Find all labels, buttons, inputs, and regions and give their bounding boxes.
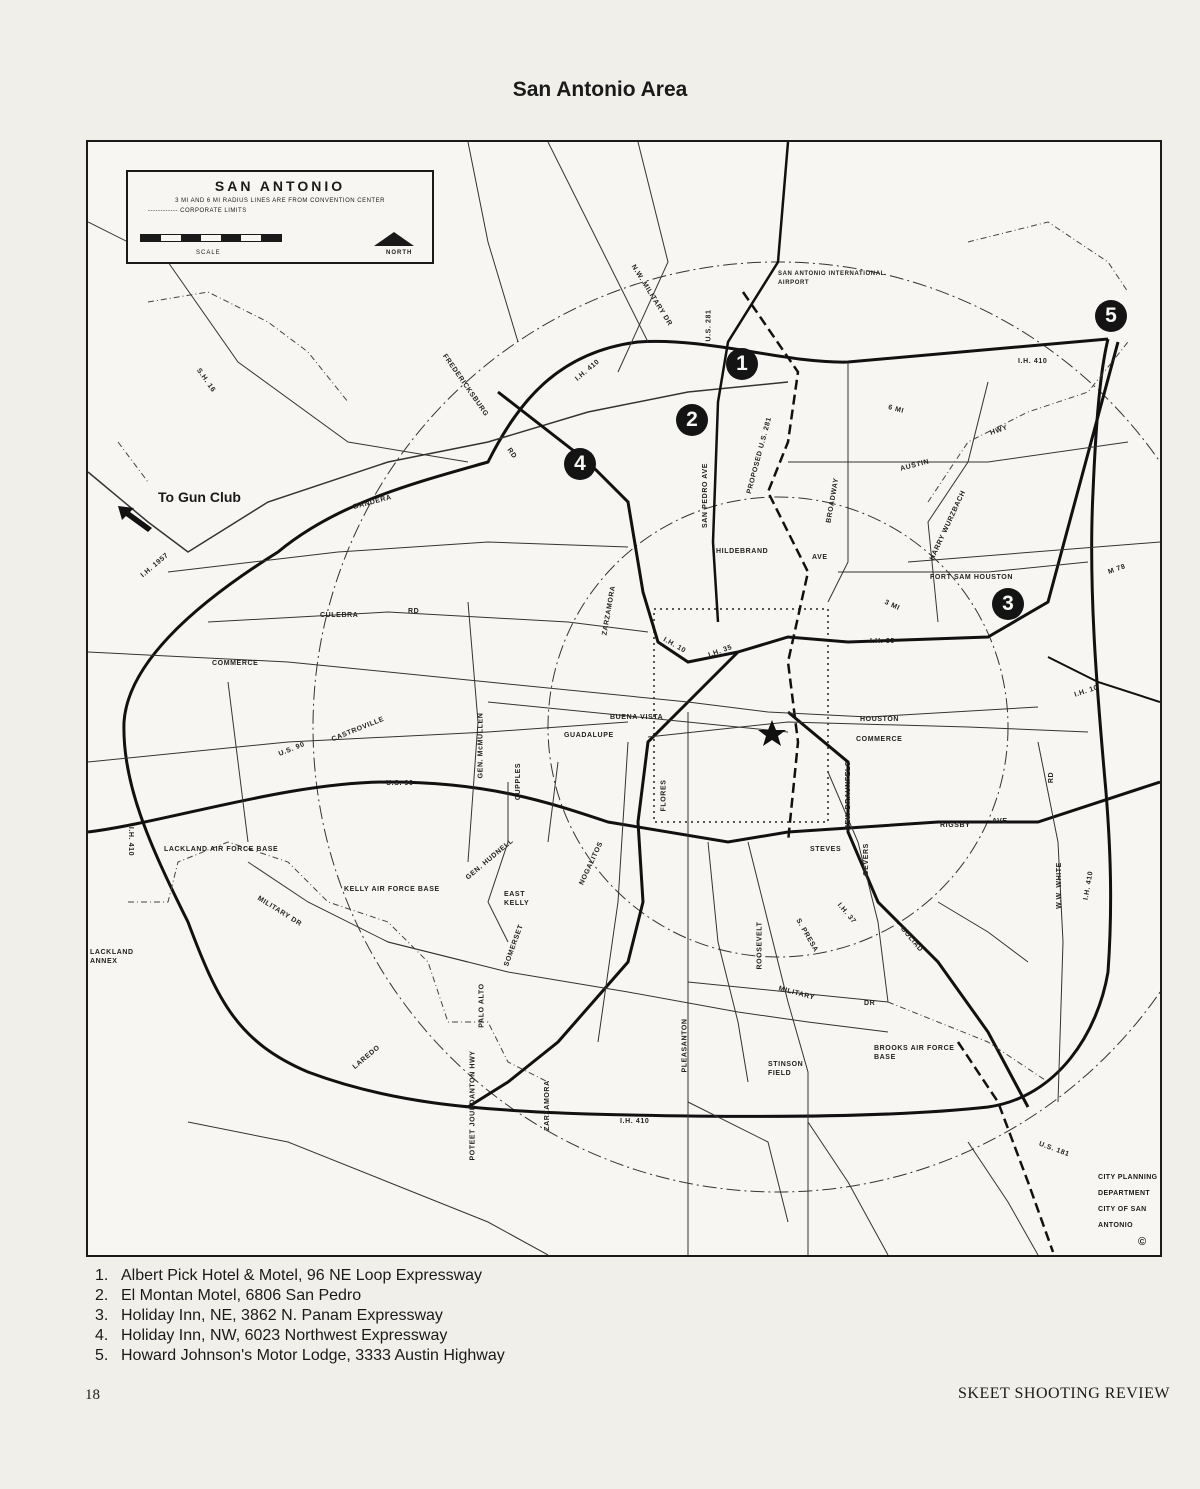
marker-4: 4 [564, 448, 596, 480]
list-item [95, 1306, 505, 1326]
label-military-dr: MILITARY DR [256, 895, 303, 928]
arrow-up-left-icon [116, 502, 156, 532]
scale-bar [140, 234, 282, 242]
label-rd2: RD [408, 608, 420, 615]
marker-1: 1 [726, 348, 758, 380]
label-lackland: LACKLAND AIR FORCE BASE [164, 846, 279, 853]
label-sh16: S.H. 16 [195, 367, 217, 394]
label-harry-wurzbach: HARRY WURZBACH [928, 489, 968, 562]
label-6mi: 6 MI [887, 404, 905, 415]
label-us181: U.S. 181 [1037, 1140, 1071, 1159]
label-ih37: I.H. 37 [835, 901, 858, 926]
marker-5: 5 [1095, 300, 1127, 332]
label-laredo: LAREDO [351, 1044, 382, 1071]
label-us281: U.S. 281 [705, 309, 713, 342]
legend-corporate-limits: ------------ CORPORATE LIMITS [148, 208, 247, 214]
label-ih410-east: I.H. 410 [1082, 870, 1095, 901]
label-rd3: RD [1048, 771, 1056, 784]
label-dr: DR [864, 1000, 876, 1007]
label-commerce-east: COMMERCE [856, 736, 903, 743]
label-guadalupe: GUADALUPE [564, 732, 614, 739]
label-military-east: MILITARY [777, 985, 816, 1002]
label-s-presa: S. PRESA [794, 917, 820, 954]
label-ave: AVE [812, 554, 828, 561]
label-commerce-west: COMMERCE [212, 660, 259, 667]
legend-title: SAN ANTONIO [214, 178, 346, 194]
downtown-area [654, 609, 828, 822]
label-m78: M 78 [1107, 563, 1127, 576]
map-legend [126, 170, 434, 264]
label-stinson: STINSON FIELD [768, 1061, 804, 1077]
label-ih410-s: I.H. 410 [620, 1118, 650, 1125]
label-east-kelly: EAST KELLY [504, 891, 530, 907]
label-bandera: BANDERA [352, 494, 393, 511]
label-us90-b: U.S. 90 [386, 780, 414, 787]
label-ih410-ne: I.H. 410 [1018, 358, 1048, 365]
label-hildebrand: HILDEBRAND [716, 548, 769, 555]
marker-2: 2 [676, 404, 708, 436]
hotel-legend-list [95, 1266, 505, 1366]
label-poteet: POTEET JOURDANTON HWY [469, 1050, 477, 1161]
label-roosevelt: ROOSEVELT [756, 921, 764, 970]
label-zarzamora-s: ZARZAMORA [543, 1080, 551, 1131]
label-fort-sam-houston: FORT SAM HOUSTON [930, 574, 1013, 581]
list-item-text: Holiday Inn, NW, 6023 Northwest Expressway [121, 1327, 448, 1344]
convention-center-star [758, 720, 786, 746]
credit-line-2: CITY OF SAN ANTONIO [1098, 1206, 1147, 1229]
label-ih35-east: I.H. 35 [870, 638, 895, 645]
list-item-text: Howard Johnson's Motor Lodge, 3333 Austin Highway [121, 1347, 505, 1364]
minor-roads [88, 142, 1160, 1255]
page-number: 18 [85, 1387, 100, 1403]
label-nogalitos: NOGALITOS [578, 840, 605, 887]
label-us90: U.S. 90 [277, 741, 306, 758]
gun-club-direction: To Gun Club [158, 489, 241, 505]
label-austin: AUSTIN [899, 458, 931, 473]
marker-3: 3 [992, 588, 1024, 620]
label-rd: RD [505, 446, 518, 461]
label-flores: FLORES [660, 779, 668, 812]
ih-35-south [468, 652, 738, 1107]
label-proposed-us281: PROPOSED U.S. 281 [745, 416, 774, 495]
copyright-credit [1098, 1170, 1160, 1250]
label-3mi: 3 MI [883, 598, 901, 613]
label-palo-alto: PALO ALTO [478, 983, 486, 1028]
loop-410 [124, 339, 1111, 1116]
label-ih35: I.H. 35 [707, 643, 734, 660]
label-rigsby: RIGSBY [940, 822, 971, 829]
publication-title: SKEET SHOOTING REVIEW [958, 1385, 1170, 1402]
list-item [95, 1326, 505, 1346]
label-ih10-east: I.H. 10 [1073, 684, 1100, 699]
label-castroville: CASTROVILLE [330, 715, 386, 744]
label-hwy: HWY [989, 424, 1009, 437]
label-brooks: BROOKS AIR FORCE BASE [874, 1045, 955, 1061]
list-item [95, 1346, 505, 1366]
label-pleasanton: PLEASANTON [681, 1018, 689, 1073]
label-somerset: SOMERSET [503, 923, 525, 968]
label-cupples: CUPPLES [515, 762, 523, 801]
list-item [95, 1266, 505, 1286]
label-steves: STEVES [810, 846, 842, 853]
list-item-number: 4. [95, 1327, 109, 1344]
label-culebra: CULEBRA [320, 612, 359, 619]
road-network [88, 142, 1160, 1255]
label-ih410-n: I.H. 410 [574, 358, 602, 383]
label-airport: SAN ANTONIO INTERNATIONAL AIRPORT [778, 271, 885, 286]
label-zarzamora-n: ZARZAMORA [601, 585, 618, 636]
map [86, 140, 1162, 1257]
list-item-text: Holiday Inn, NE, 3862 N. Panam Expressway [121, 1307, 443, 1324]
label-kelly: KELLY AIR FORCE BASE [344, 886, 440, 893]
label-ih10-nw: I.H. 1957 [139, 551, 171, 580]
list-item-text: Albert Pick Hotel & Motel, 96 NE Loop Expressway [121, 1267, 483, 1284]
label-ave2: AVE [992, 818, 1008, 825]
label-gen-hudnell: GEN. HUDNELL [464, 837, 515, 882]
label-new-braunfels: NEW BRAUNFELS [845, 760, 853, 831]
list-item-number: 3. [95, 1307, 109, 1324]
radius-3mi-circle [548, 497, 1008, 957]
label-gen-mcmullen: GEN. McMULLEN [477, 712, 485, 779]
label-goliad: GOLIAD [898, 925, 925, 954]
page-title: San Antonio Area [512, 78, 688, 101]
ih-410-right [1048, 657, 1160, 702]
list-item-text: El Montan Motel, 6806 San Pedro [121, 1287, 362, 1304]
label-ih410-west: I.H. 410 [127, 826, 135, 857]
legend-note: 3 MI AND 6 MI RADIUS LINES ARE FROM CONVENTION CENTER [175, 198, 385, 204]
label-fredericksburg: FREDERICKSBURG [441, 352, 490, 419]
label-san-pedro: SAN PEDRO AVE [701, 463, 709, 528]
label-ih10: I.H. 10 [661, 636, 687, 655]
list-item-number: 2. [95, 1287, 109, 1304]
label-lackland-annex: LACKLAND ANNEX [90, 949, 134, 965]
label-buena-vista: BUENA VISTA [610, 714, 664, 721]
scale-label: SCALE [196, 250, 221, 256]
label-ww-white: W.W. WHITE [1055, 862, 1063, 909]
label-broadway: BROADWAY [825, 477, 841, 524]
north-label: NORTH [386, 250, 413, 256]
label-houston: HOUSTON [860, 716, 900, 723]
list-item-number: 5. [95, 1347, 109, 1364]
list-item [95, 1286, 505, 1306]
credit-line-1: CITY PLANNING DEPARTMENT [1098, 1174, 1158, 1197]
north-arrow-icon [374, 232, 414, 246]
label-gevers: GEVERS [862, 843, 870, 876]
label-nw-military: N.W. MILITARY DR [629, 263, 674, 328]
copyright-symbol: © [1138, 1236, 1147, 1248]
list-item-number: 1. [95, 1267, 109, 1284]
